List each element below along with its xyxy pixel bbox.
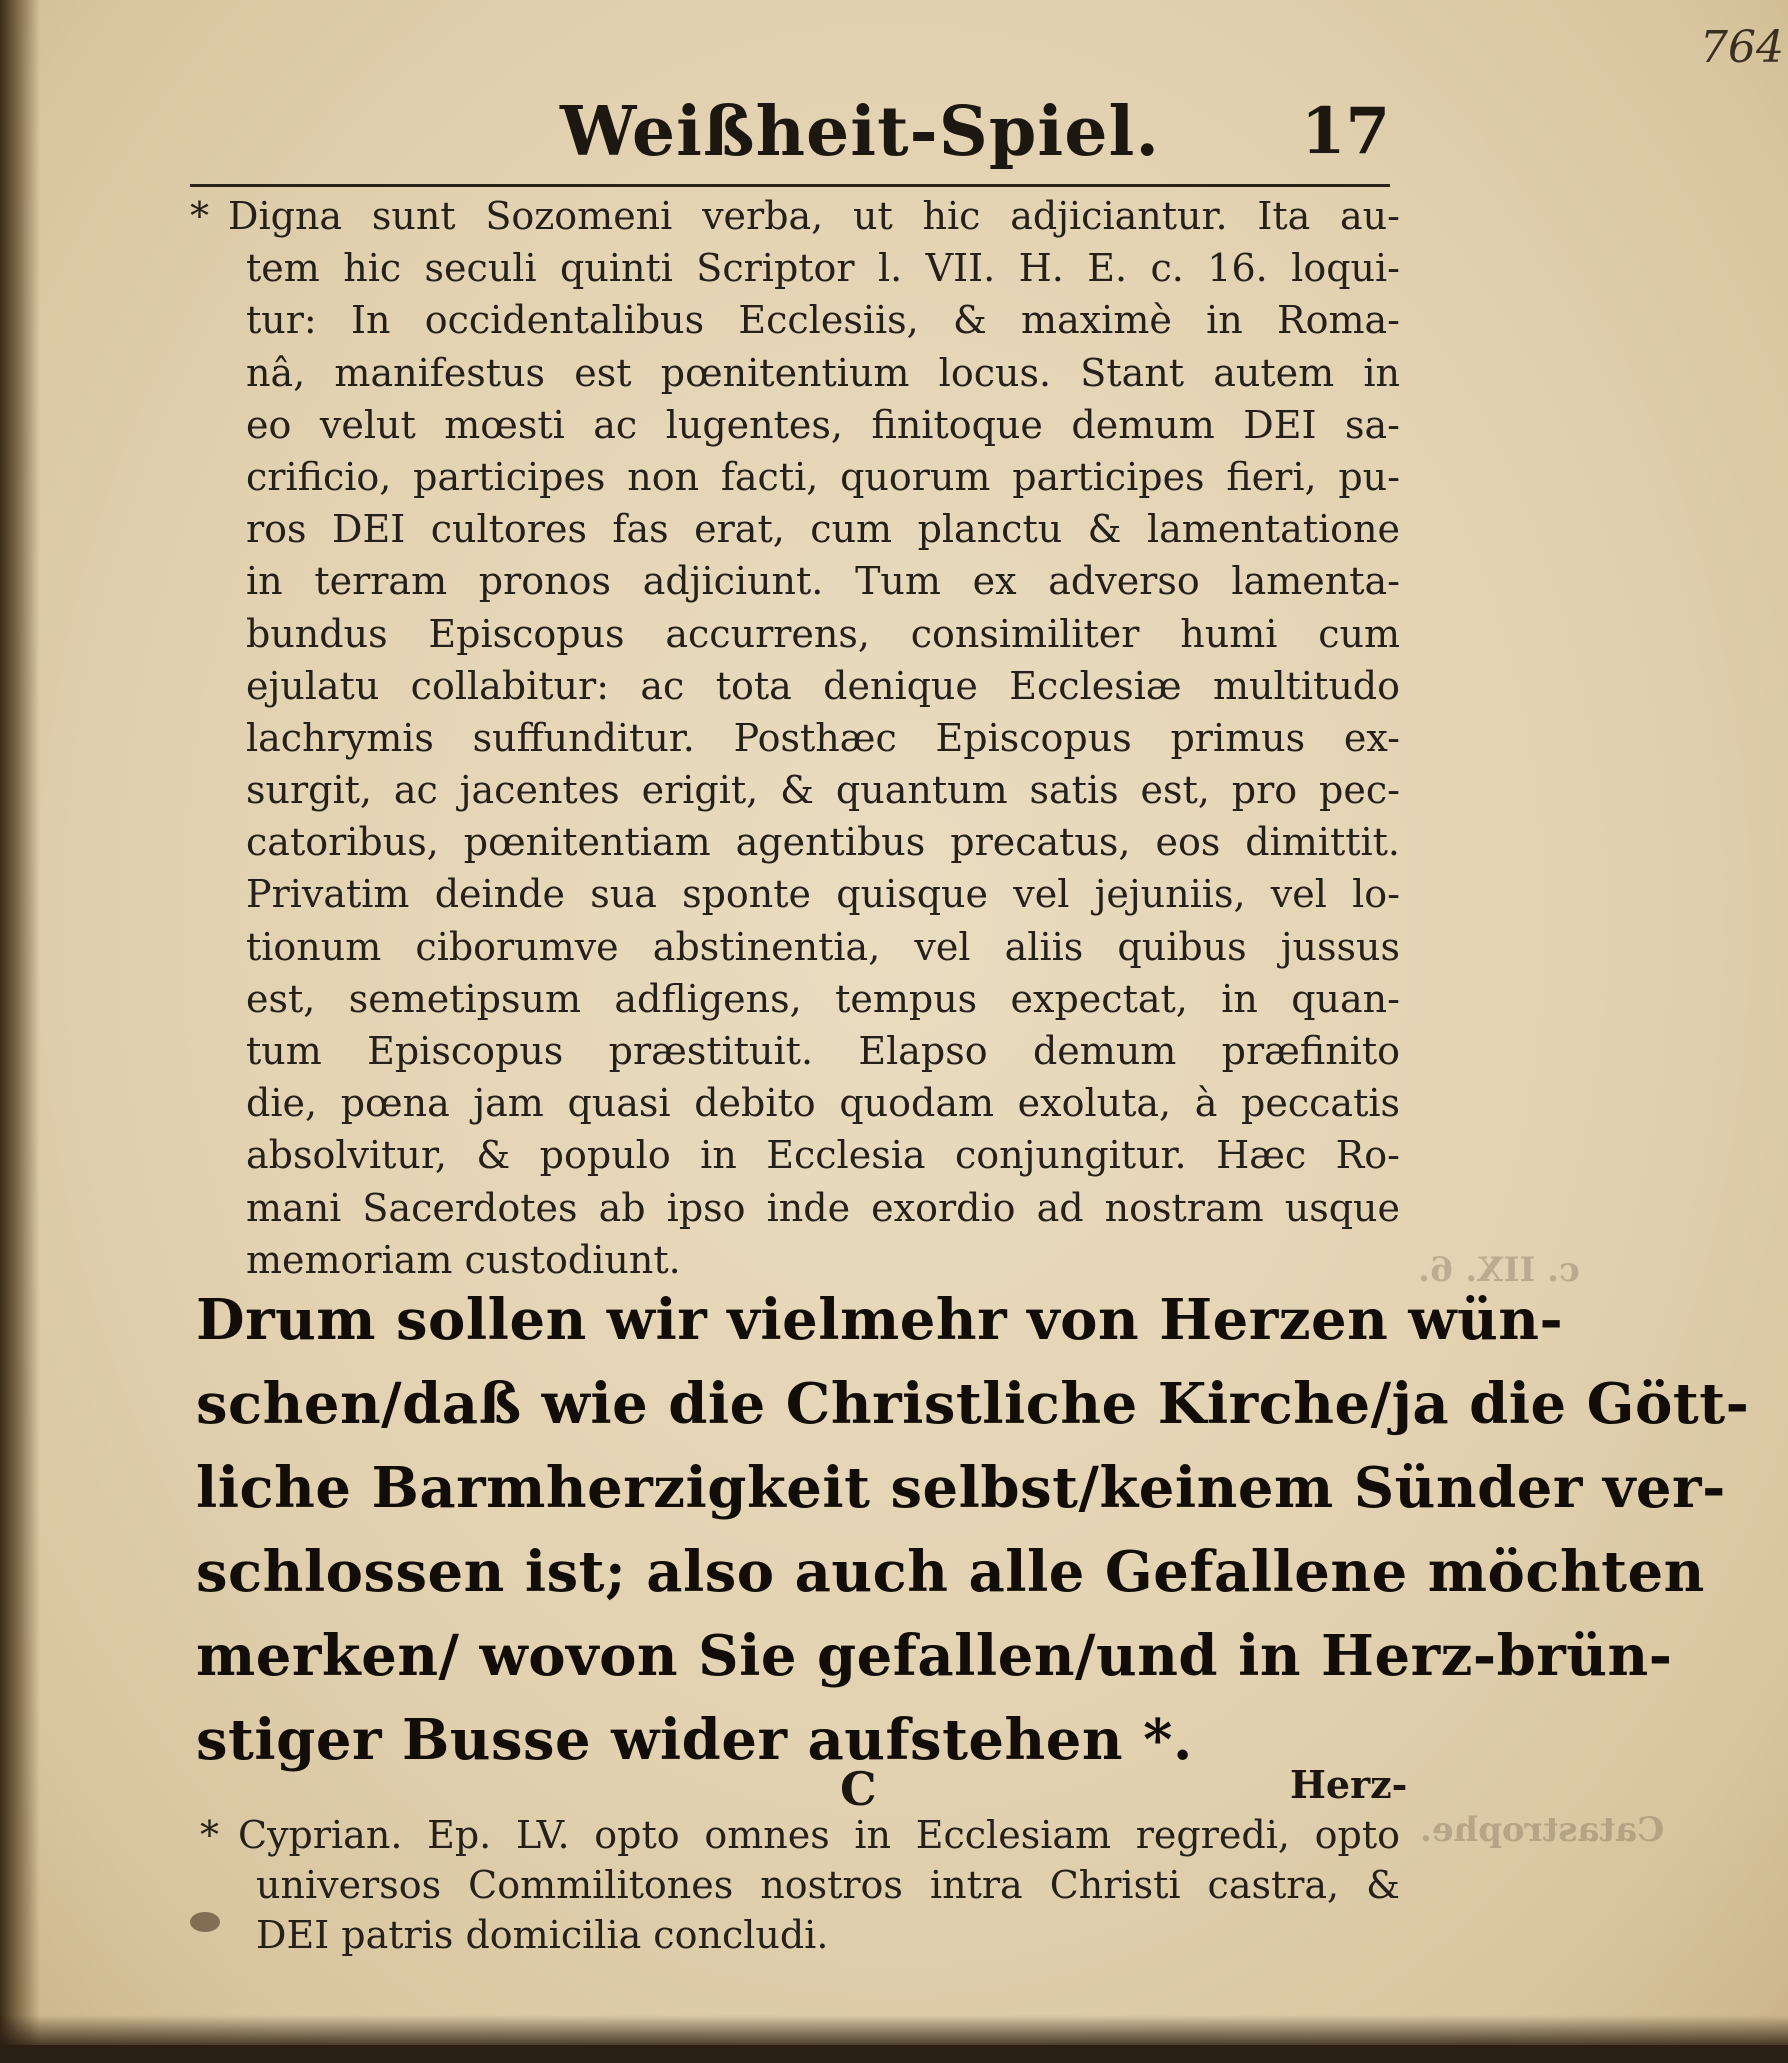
german-line: schen/daß wie die Christliche Kirche/ja die Gött- <box>196 1371 1750 1437</box>
latin-line: catoribus, pœnitentiam agentibus precatus, eos dimittit. <box>246 820 1400 865</box>
latin-note <box>190 190 1400 1286</box>
latin-line: lachrymis suffunditur. Posthæc Episcopus primus ex- <box>246 715 1400 760</box>
latin-line: die, pœna jam quasi debito quodam exoluta, à peccatis <box>246 1081 1400 1126</box>
german-line: Drum sollen wir vielmehr von Herzen wün- <box>196 1287 1564 1353</box>
latin-line <box>190 190 1400 242</box>
german-line: schlossen ist; also auch alle Gefallene möchten <box>196 1539 1705 1605</box>
running-head <box>190 92 1390 182</box>
signature-mark: C <box>840 1762 877 1816</box>
show-through-text-2: Catastrophe. <box>1420 1810 1665 1850</box>
latin-line: bundus Episcopus accurrens, consimiliter humi cum <box>246 611 1400 656</box>
footnote <box>200 1810 1400 1960</box>
show-through-text-1: c. IIX. 6. <box>1418 1250 1580 1290</box>
latin-line: ejulatu collabitur: ac tota denique Ecclesiæ multitudo <box>246 663 1400 708</box>
german-line: merken/ wovon Sie gefallen/und in Herz-brün- <box>196 1623 1673 1689</box>
running-head-title: Weißheit-Spiel. <box>560 92 1161 172</box>
german-line: stiger Busse wider aufstehen *. <box>196 1707 1193 1773</box>
latin-line: Privatim deinde sua sponte quisque vel jejuniis, vel lo- <box>246 872 1400 917</box>
footnote-line-text: Cyprian. Ep. LV. opto omnes in Ecclesiam regredi, opto <box>238 1813 1400 1857</box>
latin-line: absolvitur, & populo in Ecclesia conjungitur. Hæc Ro- <box>246 1133 1400 1178</box>
latin-line: tum Episcopus præstituit. Elapso demum præfinito <box>246 1029 1400 1073</box>
footnote-line: universos Commilitones nostros intra Christi castra, & <box>256 1863 1400 1907</box>
note-marker: * <box>190 194 209 238</box>
latin-line: nâ, manifestus est pœnitentium locus. Stant autem in <box>246 350 1400 395</box>
latin-line: mani Sacerdotes ab ipso inde exordio ad nostram usque <box>246 1185 1400 1230</box>
german-line: liche Barmherzigkeit selbst/keinem Sünder ver- <box>196 1455 1726 1521</box>
latin-line: tem hic seculi quinti Scriptor l. VII. H. E. c. 16. loqui- <box>246 246 1400 291</box>
latin-line: est, semetipsum adfligens, tempus expectat, in quan- <box>246 976 1400 1021</box>
german-main-text <box>196 1278 1750 1782</box>
catchword: Herz- <box>1290 1762 1408 1807</box>
archive-number: 764 <box>1700 22 1784 73</box>
latin-line: tur: In occidentalibus Ecclesiis, & maximè in Roma- <box>246 298 1400 343</box>
page-number: 17 <box>1300 94 1390 169</box>
latin-line: eo velut mœsti ac lugentes, finitoque demum DEI sa- <box>246 402 1400 447</box>
ink-blot <box>190 1912 220 1932</box>
footnote-line <box>200 1810 1400 1860</box>
latin-line: memoriam custodiunt. <box>246 1237 681 1282</box>
head-rule <box>190 184 1390 187</box>
latin-line: in terram pronos adjiciunt. Tum ex adverso lamenta- <box>246 559 1400 604</box>
footnote-marker: * <box>200 1813 219 1857</box>
footnote-line: DEI patris domicilia concludi. <box>256 1913 829 1957</box>
latin-line: crificio, participes non facti, quorum participes fieri, pu- <box>246 454 1400 499</box>
latin-line: surgit, ac jacentes erigit, & quantum satis est, pro pec- <box>246 768 1400 813</box>
latin-line: tionum ciborumve abstinentia, vel aliis quibus jussus <box>246 924 1400 969</box>
latin-line-text: Digna sunt Sozomeni verba, ut hic adjiciantur. Ita au- <box>228 194 1400 238</box>
latin-line: ros DEI cultores fas erat, cum planctu & lamentatione <box>246 507 1400 552</box>
